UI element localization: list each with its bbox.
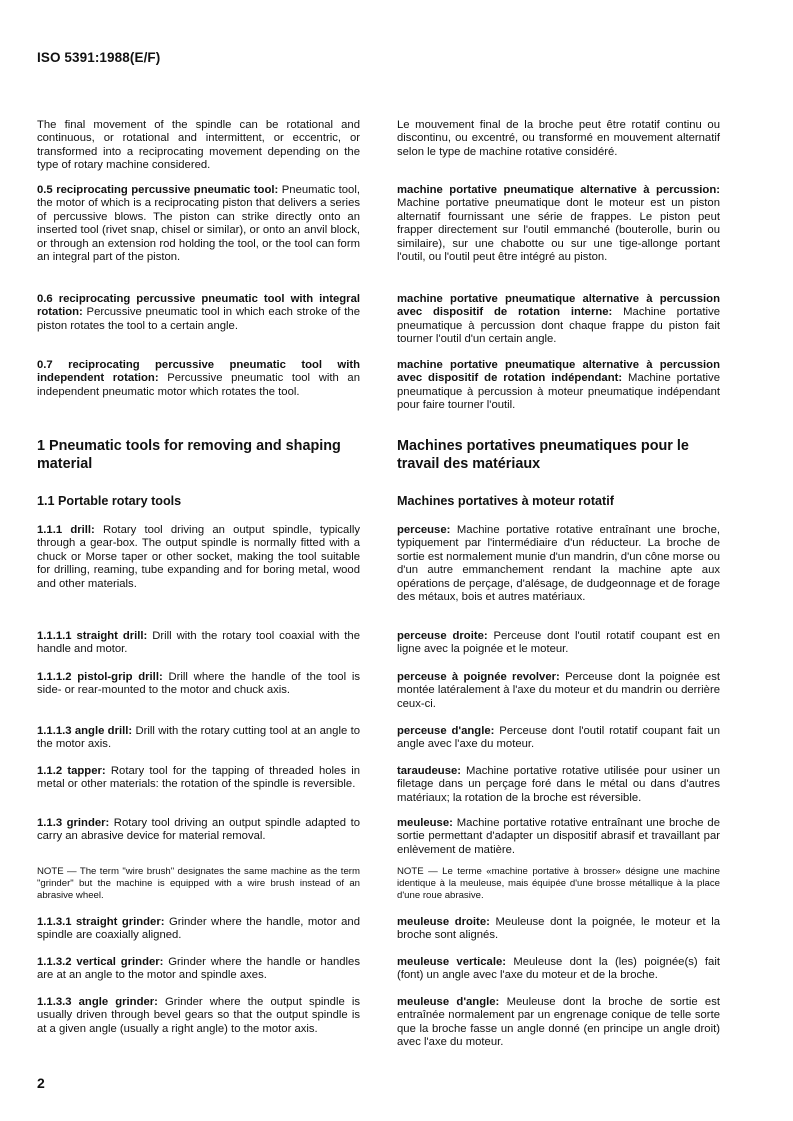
body-text: Meuleuse dont la broche de sortie est entraînée normalement par un engrenage conique de telle sorte que la broche fasse un angle donné (en principe un angle droit) avec l'axe du moteur.: [397, 996, 720, 1049]
body-text: Drill where the handle of the tool is side- or rear-mounted to the motor and chuck axis.: [37, 671, 360, 697]
term-label: 1.1.1.3 angle drill:: [37, 725, 133, 737]
page-number: 2: [37, 1075, 45, 1091]
body-text: Machine portative pneumatique dont le moteur est un piston alternatif fournissant une série de frappes. Le piston peut frapper directement sur l'outil emmanché (bouterolle, burin ou similaire), sur une chabotte ou sur une tige-allonge portant l'outil, ou l'outil peut être intégré au piston.: [397, 197, 720, 264]
term-label: perceuse à poignée revolver:: [397, 671, 560, 683]
body-text: 1 Pneumatic tools for removing and shaping material: [37, 438, 341, 472]
paragraph-0-5-fr: [397, 184, 720, 264]
paragraph-1-1-1-fr: [397, 524, 720, 604]
body-text: Perceuse dont la poignée est montée latéralement à l'axe du moteur et du mandrin ou derrière ceux-ci.: [397, 671, 720, 710]
body-text: Grinder where the handle or handles are at an angle to the motor and spindle axes.: [37, 956, 360, 982]
paragraph-1-1-3-fr: [397, 817, 720, 857]
body-text: Perceuse dont l'outil rotatif coupant fait un angle avec l'axe du moteur.: [397, 725, 720, 751]
paragraph-0-7-fr: [397, 359, 720, 413]
body-text: The final movement of the spindle can be rotational and continuous, or rotational and intermittent, or eccentric, or transformed into a reciprocating movement depending on the type of rotary machine considered.: [37, 119, 360, 172]
heading-sec-1-1-fr: [397, 493, 720, 509]
term-label: 0.6 reciprocating percussive pneumatic tool with integral rotation:: [37, 293, 360, 319]
paragraph-1-1-2-en: [37, 765, 360, 792]
term-label: machine portative pneumatique alternative à percussion avec dispositif de rotation indépendant:: [397, 359, 720, 385]
body-text: NOTE — The term "wire brush" designates the same machine as the term "grinder" but the machine is equipped with a wire brush instead of an abrasive wheel.: [37, 866, 360, 902]
term-label: meuleuse droite:: [397, 916, 490, 928]
body-text: Perceuse dont l'outil rotatif coupant est en ligne avec la poignée et le moteur.: [397, 630, 720, 656]
term-label: taraudeuse:: [397, 765, 462, 777]
paragraph-0-7-en: [37, 359, 360, 399]
term-label: machine portative pneumatique alternative à percussion:: [397, 184, 720, 196]
paragraph-1-1-1-en: [37, 524, 360, 591]
term-label: 1.1.2 tapper:: [37, 765, 106, 777]
paragraph-1-1-3-1-en: [37, 916, 360, 943]
body-text: Machine portative rotative entraînant une broche, typiquement par l'intermédiaire d'un réducteur. La broche de sortie est normalement munie d'un mandrin, d'un cône morse ou d'un autre emmanchement rendant la machine apte aux opérations de perçage, d'alésage, de dudgeonnage et de forage des métaux, bois et autres matériaux.: [397, 524, 720, 604]
body-text: Machine portative pneumatique à percussion dont chaque frappe du piston fait tourner l'outil d'un certain angle.: [397, 306, 720, 346]
body-text: Rotary tool driving an output spindle, typically through a gear-box. The output spindle is normally fitted with a chuck or Morse taper or other socket, making the tool suitable for drilling, reaming, tube expanding and for boring metal, wood and other materials.: [37, 524, 360, 590]
term-label: meuleuse d'angle:: [397, 996, 500, 1008]
term-label: perceuse d'angle:: [397, 725, 495, 737]
body-text: Grinder where the output spindle is usually driven through bevel gears so that the output spindle is at a given angle (usually a right angle) to the motor axis.: [37, 996, 360, 1035]
paragraph-1-1-1-2-en: [37, 671, 360, 698]
term-label: meuleuse:: [397, 817, 453, 829]
paragraph-intro-fr: [397, 119, 720, 159]
term-label: perceuse:: [397, 524, 451, 536]
body-text: Drill with the rotary cutting tool at an angle to the motor axis.: [37, 725, 360, 751]
term-label: 0.5 reciprocating percussive pneumatic tool:: [37, 184, 279, 196]
body-text: NOTE — Le terme «machine portative à brosser» désigne une machine identique à la meuleuse, mais équipée d'une brosse métallique à la place d'une roue abrasive.: [397, 866, 720, 902]
body-text: Drill with the rotary tool coaxial with the handle and motor.: [37, 630, 360, 656]
body-text: Pneumatic tool, the motor of which is a reciprocating piston that delivers a series of percussive blows. The piston can strike directly onto an inserted tool (rivet snap, chisel or similar), or onto an anvil block, or through an extension rod holding the tool, or the tool can form an integral part of the piston.: [37, 184, 360, 264]
heading-sec-1-en: [37, 437, 360, 473]
term-label: 1.1.1.1 straight drill:: [37, 630, 148, 642]
body-text: Machine portative rotative utilisée pour usiner un filetage dans un perçage foré dans le métal ou dans d'autres matériaux; la rotation de la broche est réversible.: [397, 765, 720, 804]
paragraph-intro-en: [37, 119, 360, 173]
term-label: 1.1.1.2 pistol-grip drill:: [37, 671, 163, 683]
body-text: Percussive pneumatic tool with an independent pneumatic motor which rotates the tool.: [37, 372, 360, 398]
paragraph-1-1-3-3-en: [37, 996, 360, 1036]
paragraph-1-1-1-3-fr: [397, 725, 720, 752]
body-text: Le mouvement final de la broche peut être rotatif continu ou discontinu, ou excentré, ou transformé en mouvement alternatif selon le type de machine rotative considéré.: [397, 119, 720, 158]
paragraph-1-1-1-3-en: [37, 725, 360, 752]
term-label: meuleuse verticale:: [397, 956, 507, 968]
body-text: Machines portatives à moteur rotatif: [397, 494, 614, 508]
paragraph-1-1-3-3-fr: [397, 996, 720, 1050]
term-label: 0.7 reciprocating percussive pneumatic tool with independent rotation:: [37, 359, 360, 385]
paragraph-1-1-1-1-fr: [397, 630, 720, 657]
paragraph-0-6-en: [37, 293, 360, 333]
term-label: 1.1.3.2 vertical grinder:: [37, 956, 164, 968]
term-label: 1.1.3.3 angle grinder:: [37, 996, 158, 1008]
term-label: machine portative pneumatique alternative à percussion avec dispositif de rotation interne:: [397, 293, 720, 319]
body-text: Meuleuse dont la poignée, le moteur et la broche sont alignés.: [397, 916, 720, 942]
document-header: ISO 5391:1988(E/F): [37, 50, 161, 65]
heading-sec-1-fr: [397, 437, 720, 473]
paragraph-0-6-fr: [397, 293, 720, 347]
body-text: Machines portatives pneumatiques pour le travail des matériaux: [397, 438, 689, 472]
body-text: Machine portative pneumatique à percussion à moteur pneumatique indépendant pour faire tourner l'outil.: [397, 372, 720, 412]
paragraph-1-1-3-2-fr: [397, 956, 720, 983]
paragraph-1-1-3-2-en: [37, 956, 360, 983]
paragraph-1-1-3-1-fr: [397, 916, 720, 943]
note-note-en: [37, 866, 360, 903]
paragraph-1-1-2-fr: [397, 765, 720, 805]
heading-sec-1-1-en: [37, 493, 360, 509]
body-text: Percussive pneumatic tool in which each stroke of the piston rotates the tool to a certain angle.: [37, 306, 360, 332]
note-note-fr: [397, 866, 720, 903]
body-text: Meuleuse dont la (les) poignée(s) fait (font) un angle avec l'axe du moteur et de la broche.: [397, 956, 720, 982]
body-text: Grinder where the handle, motor and spindle are coaxially aligned.: [37, 916, 360, 942]
paragraph-0-5-en: [37, 184, 360, 264]
paragraph-1-1-1-2-fr: [397, 671, 720, 711]
paragraph-1-1-3-en: [37, 817, 360, 844]
body-text: 1.1 Portable rotary tools: [37, 494, 182, 508]
body-text: Rotary tool driving an output spindle adapted to carry an abrasive device for material removal.: [37, 817, 360, 843]
paragraph-1-1-1-1-en: [37, 630, 360, 657]
body-text: Rotary tool for the tapping of threaded holes in metal or other materials: the rotation of the spindle is reversible.: [37, 765, 360, 791]
term-label: 1.1.1 drill:: [37, 524, 95, 536]
term-label: 1.1.3 grinder:: [37, 817, 110, 829]
term-label: perceuse droite:: [397, 630, 488, 642]
body-text: Machine portative rotative entraînant une broche de sortie permettant d'adapter un dispositif abrasif et travaillant par enlèvement de matière.: [397, 817, 720, 856]
term-label: 1.1.3.1 straight grinder:: [37, 916, 165, 928]
